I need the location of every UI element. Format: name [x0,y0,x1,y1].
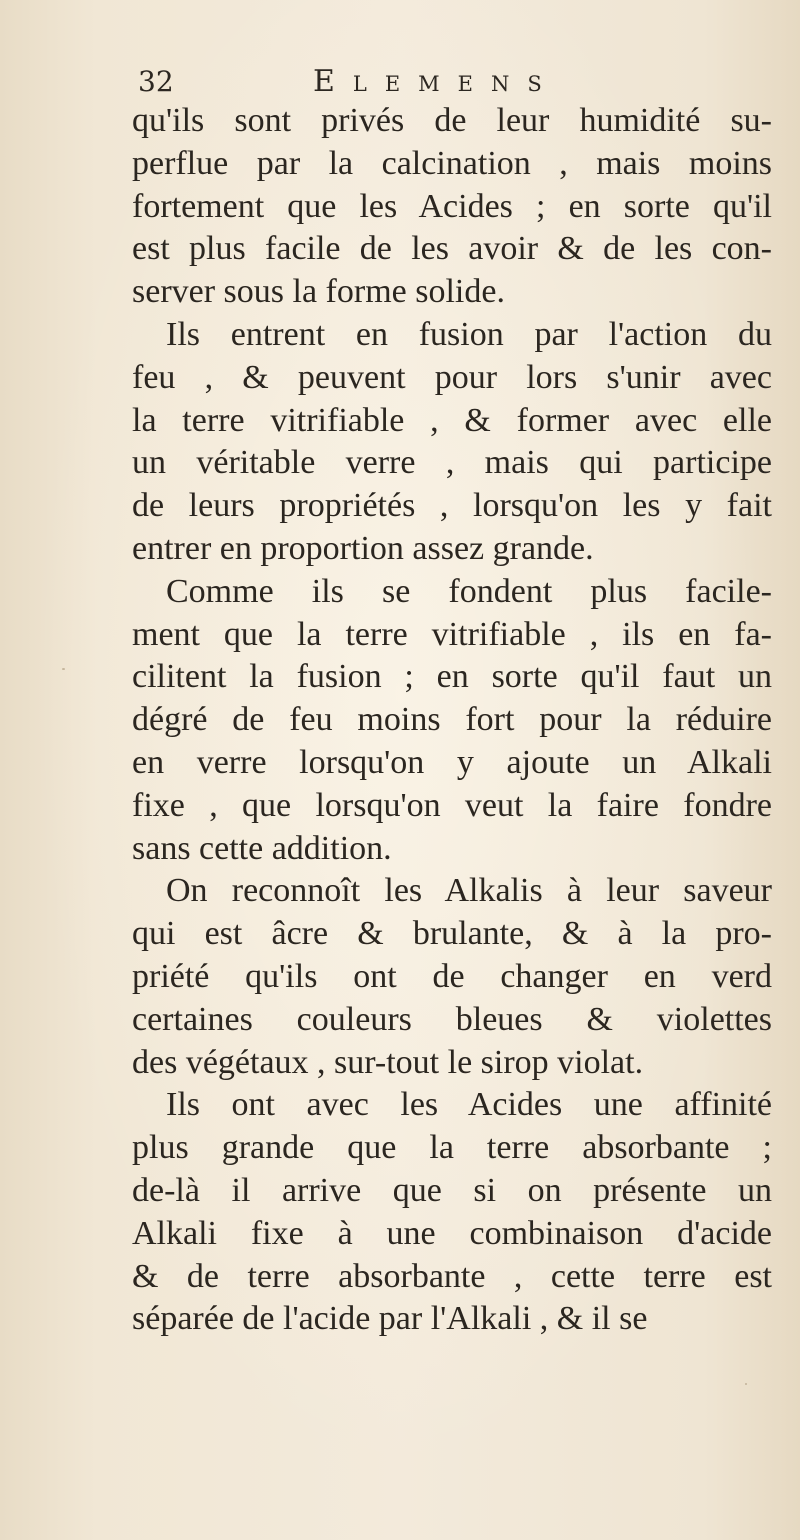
text-line: en verre lorsqu'on y ajoute un Alkali [132,743,772,781]
text-line: On reconnoît les Alkalis à leur saveur [166,872,772,910]
text-line: un véritable verre , mais qui participe [132,444,772,482]
text-line: entrer en proportion assez grande. [132,529,594,567]
text-line: la terre vitrifiable , & former avec elle [132,401,772,439]
text-line: qu'ils sont privés de leur humidité su- [132,102,772,139]
paper-speck [62,668,65,670]
text-line: de-là il arrive que si on présente un [132,1171,772,1209]
paragraph [132,314,772,571]
text-line: feu , & peuvent pour lors s'unir avec [132,358,772,396]
text-line: des végétaux , sur-tout le sirop violat. [132,1043,644,1081]
body-text [132,100,772,1341]
page-number: 32 [138,65,174,98]
text-line: Ils ont avec les Acides une affinité [166,1086,772,1124]
text-line: séparée de l'acide par l'Alkali , & il se [132,1300,648,1338]
text-line: qui est âcre & brulante, & à la pro- [132,915,772,953]
text-line: server sous la forme solide. [132,273,505,311]
text-line: fortement que les Acides ; en sorte qu'il [132,187,772,225]
text-line: Ils entrent en fusion par l'action du [166,315,772,353]
paragraph [132,100,772,314]
text-line: & de terre absorbante , cette terre est [132,1257,772,1295]
paragraph [132,571,772,871]
text-line: est plus facile de les avoir & de les con- [132,230,772,268]
text-line: cilitent la fusion ; en sorte qu'il faut un [132,658,772,696]
running-head: Elemens [313,64,560,99]
text-line: sans cette addition. [132,829,392,867]
paper-speck [745,1383,747,1385]
paragraph [132,870,772,1084]
text-line: priété qu'ils ont de changer en verd [132,957,772,995]
text-line: fixe , que lorsqu'on veut la faire fondre [132,786,772,824]
text-line: perflue par la calcination , mais moins [132,144,772,182]
text-line: de leurs propriétés , lorsqu'on les y fait [132,487,772,525]
text-line: plus grande que la terre absorbante ; [132,1129,772,1167]
text-line: certaines couleurs bleues & violettes [132,1000,772,1038]
text-line: ment que la terre vitrifiable , ils en fa- [132,615,772,653]
paragraph [132,1084,772,1341]
text-line: Comme ils se fondent plus facile- [166,572,772,610]
text-line: dégré de feu moins fort pour la réduire [132,701,772,739]
text-line: Alkali fixe à une combinaison d'acide [132,1214,772,1252]
